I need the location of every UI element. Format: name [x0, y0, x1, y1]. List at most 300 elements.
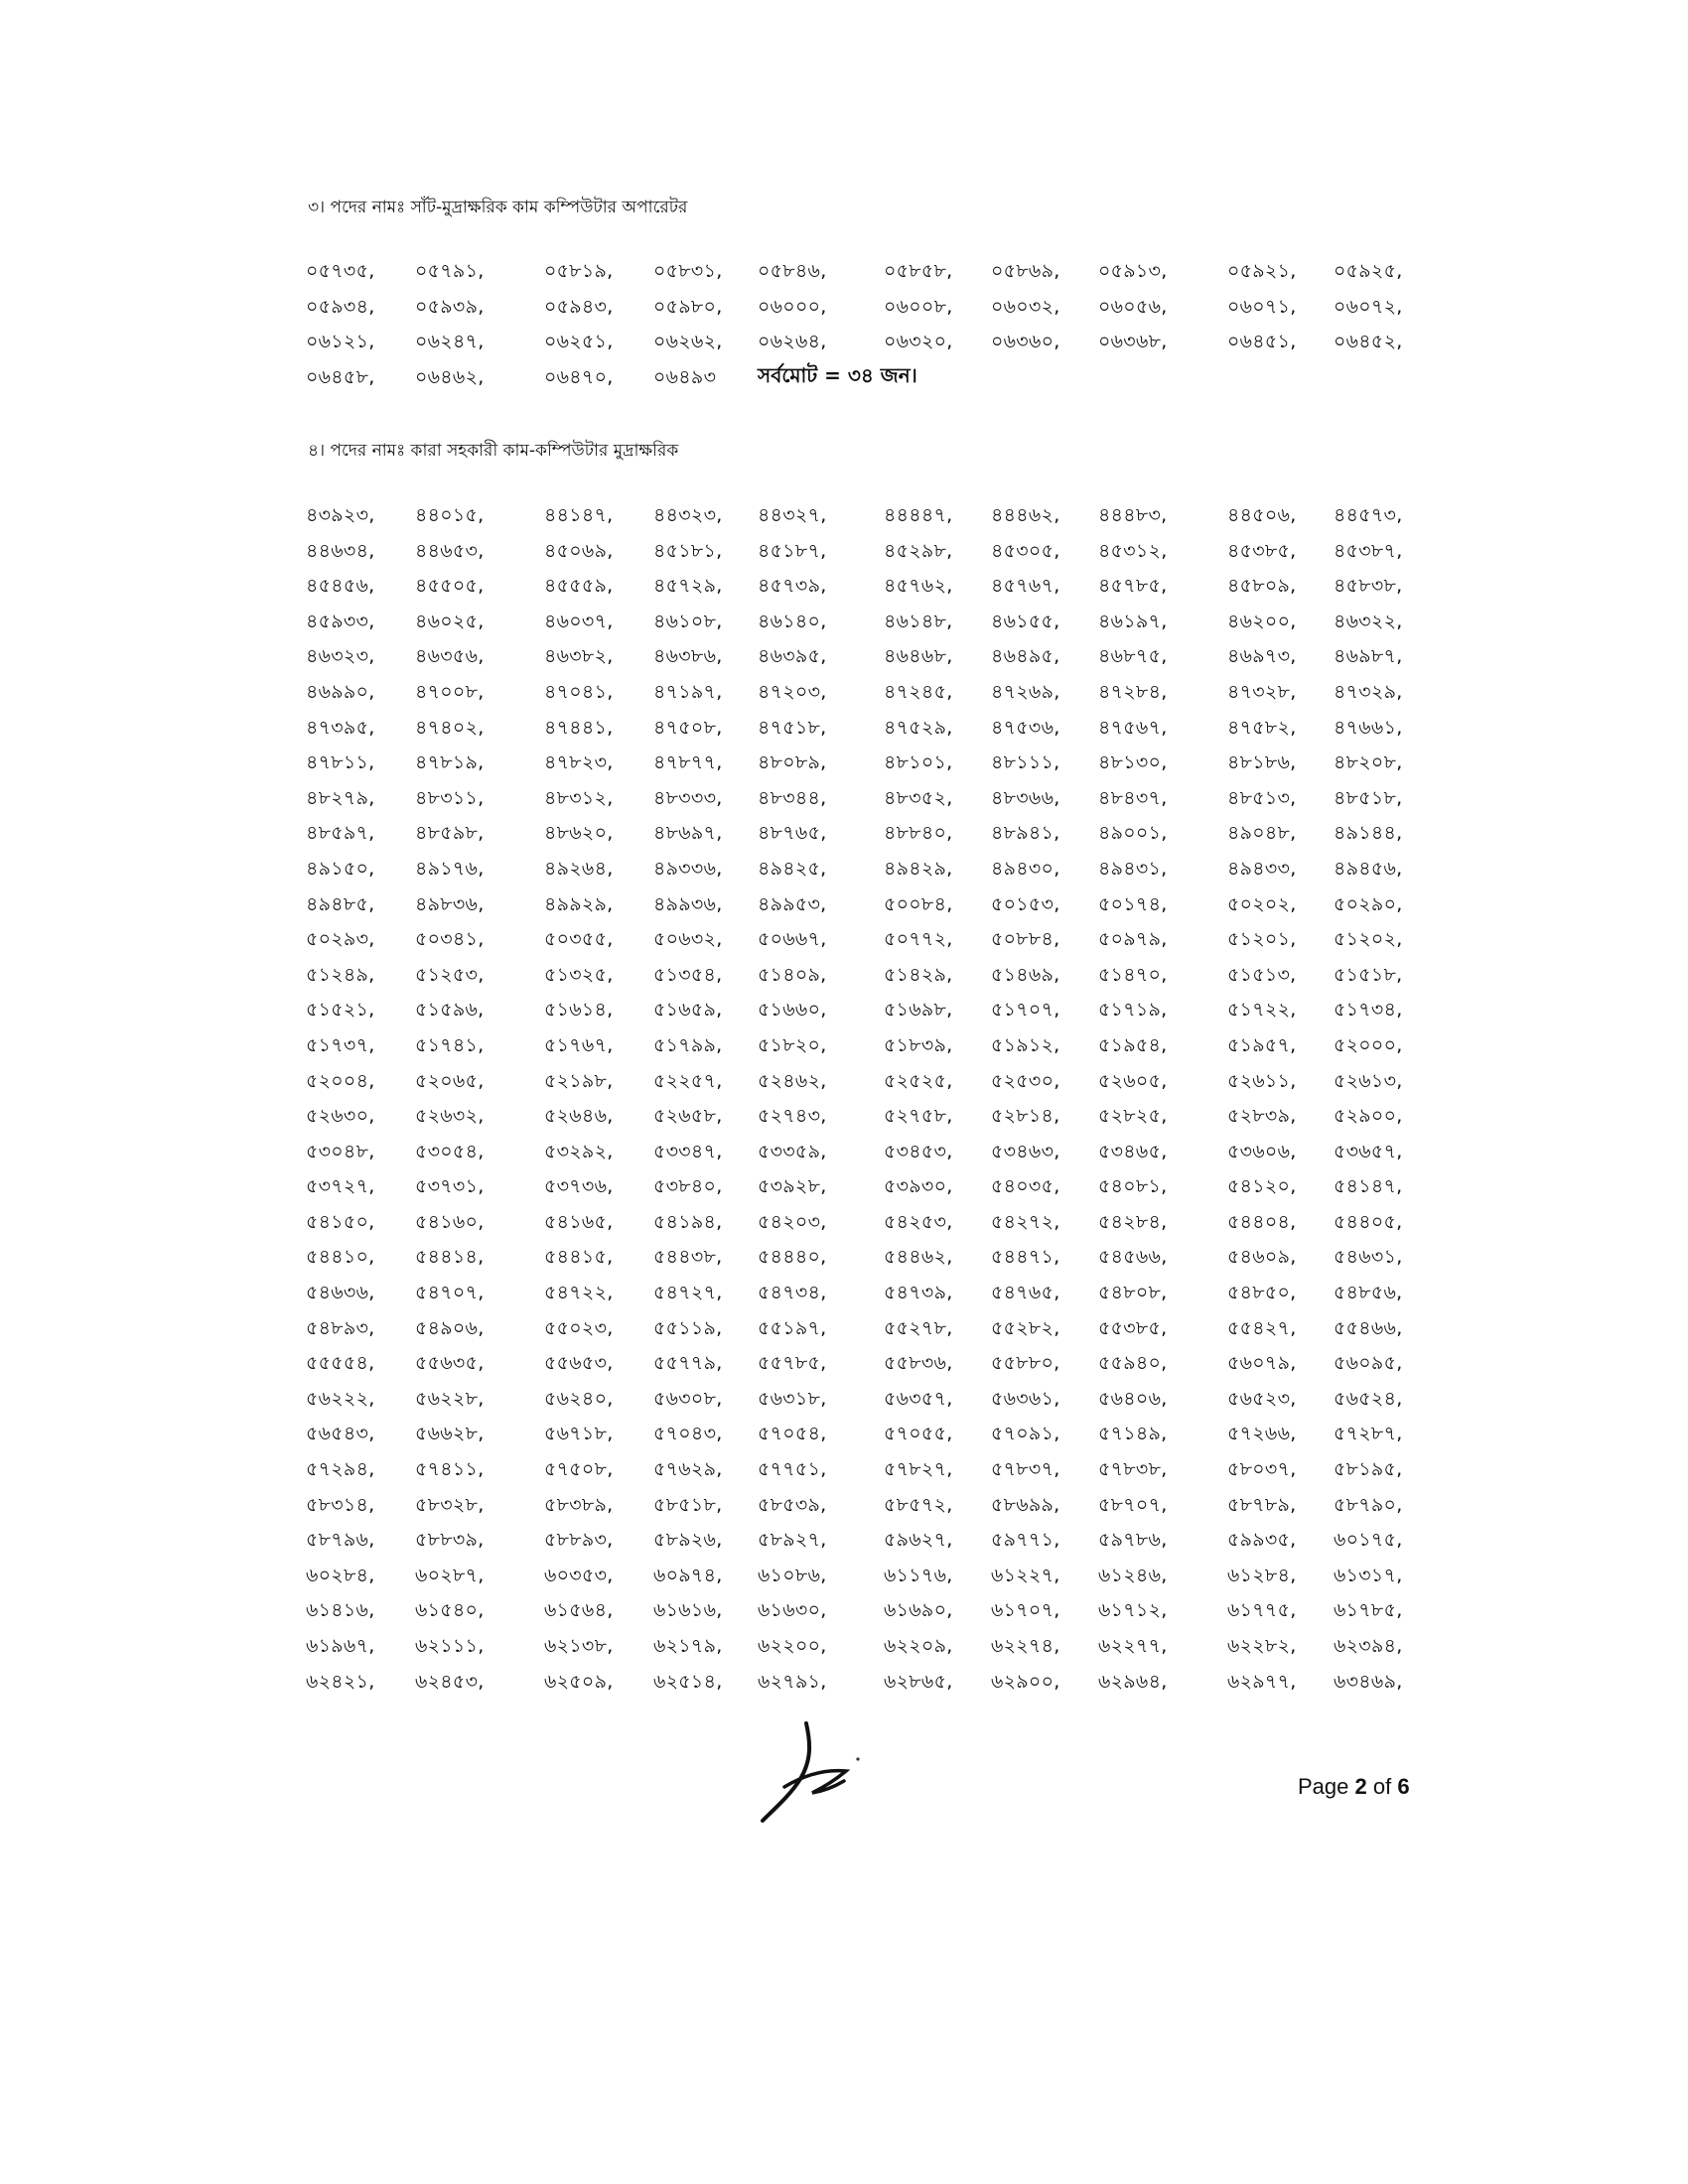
roll-number: ০৫৭৯১,	[415, 260, 485, 282]
roll-number: ৫১৭৪১,	[415, 1033, 485, 1056]
roll-number: ৪৫০৬৯,	[544, 539, 614, 562]
roll-number: ৪৪৩২৩,	[653, 504, 723, 526]
roll-number: ৫৮৮৯৩,	[544, 1529, 614, 1552]
roll-number: ৪৬৯৯০,	[306, 680, 375, 703]
roll-number: ৫৩৬০৬,	[1227, 1140, 1297, 1162]
roll-row	[306, 1243, 1438, 1279]
roll-number: ৪৪৩২৭,	[758, 504, 827, 526]
roll-number: ৪৮৩১২,	[544, 786, 614, 809]
roll-number: ৫৪৭৬৫,	[991, 1282, 1060, 1304]
roll-row	[306, 1314, 1438, 1350]
roll-number: ৪৯১৭৬,	[415, 857, 485, 880]
roll-number: ৫০৬৩২,	[653, 928, 723, 951]
roll-number: ৫১২০২,	[1334, 928, 1403, 951]
roll-row	[306, 1562, 1438, 1597]
roll-number: ৪৭৫০৮,	[653, 716, 723, 739]
roll-number: ০৬০৩২,	[991, 295, 1060, 318]
roll-row	[306, 293, 1438, 329]
roll-number: ৪৮৬২০,	[544, 822, 614, 845]
roll-number: ৪৯৪৮৫,	[306, 892, 375, 915]
roll-number: ৫৪৬৩১,	[1334, 1246, 1403, 1269]
roll-row	[306, 1208, 1438, 1244]
roll-row	[306, 1279, 1438, 1314]
roll-number: ৫৪৮৫০,	[1227, 1282, 1297, 1304]
roll-number: ৪৯৯৩৬,	[653, 892, 723, 915]
roll-number: ০৫৯৩৪,	[306, 295, 375, 318]
roll-number: ০৬৩২০,	[884, 331, 953, 353]
roll-number: ৫৬২৪০,	[544, 1387, 614, 1410]
roll-number: ৪৫৩০৫,	[991, 539, 1060, 562]
roll-number: ৫৬৩৫৭,	[884, 1387, 953, 1410]
roll-row	[306, 1172, 1438, 1208]
roll-row	[306, 855, 1438, 890]
roll-number: ৬২১১১,	[415, 1635, 485, 1657]
roll-row	[306, 961, 1438, 997]
roll-number: ৫৪২০৩,	[758, 1210, 827, 1233]
roll-number: ৪৮০৮৯,	[758, 751, 827, 774]
roll-number: ৬২৫০৯,	[544, 1670, 614, 1693]
roll-number: ৪৬৩৫৬,	[415, 645, 485, 668]
roll-number: ৫৫০২৩,	[544, 1316, 614, 1339]
roll-number: ৬০২৮৪,	[306, 1564, 375, 1586]
roll-number: ৫২৭৫৮,	[884, 1105, 953, 1128]
roll-number: ৫২৫৩০,	[991, 1069, 1060, 1092]
roll-number: ০৫৯৩৯,	[415, 295, 485, 318]
roll-number: ৫২৮৩৯,	[1227, 1105, 1297, 1128]
roll-number: ৫৪১৬০,	[415, 1210, 485, 1233]
roll-number: ৪৭০৪১,	[544, 680, 614, 703]
roll-number: ০৬০৫৬,	[1098, 295, 1168, 318]
roll-number: ৫৪৮০৮,	[1098, 1282, 1168, 1304]
roll-number: ৪৫৩৮৭,	[1334, 539, 1403, 562]
roll-number: ৬১২৪৬,	[1098, 1564, 1168, 1586]
roll-number: ৫৪৭৩৯,	[884, 1282, 953, 1304]
roll-number: ০৬২৬৪,	[758, 331, 827, 353]
roll-number: ৪৭৬৬১,	[1334, 716, 1403, 739]
roll-number: ৫১৫১৩,	[1227, 963, 1297, 986]
section-4-roll-list	[306, 501, 1438, 1703]
roll-row	[306, 1455, 1438, 1491]
roll-number: ৪৮২৭৯,	[306, 786, 375, 809]
roll-number: ৬২২০০,	[758, 1635, 827, 1657]
roll-number: ৫৪৪১০,	[306, 1246, 375, 1269]
roll-number: ৫১৬৫৯,	[653, 999, 723, 1022]
roll-number: ৫৭০৫৪,	[758, 1423, 827, 1445]
roll-number: ৪৬১৪৮,	[884, 610, 953, 632]
roll-number: ৫৪০৩৫,	[991, 1175, 1060, 1198]
roll-number: ৫২২৫৭,	[653, 1069, 723, 1092]
roll-row	[306, 363, 1438, 399]
roll-number: ৫৪৮৫৬,	[1334, 1282, 1403, 1304]
roll-number: ৪৮২০৮,	[1334, 751, 1403, 774]
roll-number: ৪৮১৮৬,	[1227, 751, 1297, 774]
roll-number: ৪৬১৯৭,	[1098, 610, 1168, 632]
roll-number: ৫১৭৩৭,	[306, 1033, 375, 1056]
roll-number: ৪৭৮১৯,	[415, 751, 485, 774]
roll-row	[306, 257, 1438, 293]
roll-number: ৫৭০৪৩,	[653, 1423, 723, 1445]
roll-row	[306, 749, 1438, 784]
roll-number: ৫১৪২৯,	[884, 963, 953, 986]
roll-number: ৫৩৬৫৭,	[1334, 1140, 1403, 1162]
roll-number: ৫০৭৭২,	[884, 928, 953, 951]
roll-row	[306, 819, 1438, 855]
roll-number: ৬১৪১৬,	[306, 1599, 375, 1622]
roll-number: ৫৩৩৪৭,	[653, 1140, 723, 1162]
roll-number: ৫২৪৬২,	[758, 1069, 827, 1092]
roll-number: ০৫৮৬৯,	[991, 260, 1060, 282]
roll-number: ৫১৪৬৯,	[991, 963, 1060, 986]
roll-number: ৫৪৪৬২,	[884, 1246, 953, 1269]
roll-row	[306, 890, 1438, 926]
roll-row	[306, 1385, 1438, 1421]
roll-row	[306, 1526, 1438, 1562]
roll-number: ৫৫১১৯,	[653, 1316, 723, 1339]
roll-number: ০৬২৬২,	[653, 331, 723, 353]
roll-number: ৬১২৮৪,	[1227, 1564, 1297, 1586]
roll-number: ৫২৬৩০,	[306, 1105, 375, 1128]
roll-row	[306, 1031, 1438, 1067]
roll-number: ৫৬৫৪৩,	[306, 1423, 375, 1445]
roll-number: ৫৭৮২৭,	[884, 1458, 953, 1481]
roll-number: ৫৭১৪৯,	[1098, 1423, 1168, 1445]
roll-number: ৪৭৮৭৭,	[653, 751, 723, 774]
roll-number: ০৫৮৩১,	[653, 260, 723, 282]
roll-number: ৪৯৮৩৬,	[415, 892, 485, 915]
roll-number: ৪৬৯৭৩,	[1227, 645, 1297, 668]
roll-number: ৪৫১৮৭,	[758, 539, 827, 562]
roll-number: ৫৭৮৩৭,	[991, 1458, 1060, 1481]
roll-number: ০৬০৭১,	[1227, 295, 1297, 318]
roll-number: ৫১৭১৯,	[1098, 999, 1168, 1022]
roll-number: ৬০১৭৫,	[1334, 1529, 1403, 1552]
roll-number: ৫৫৪২৭,	[1227, 1316, 1297, 1339]
roll-number: ৫৭০৫৫,	[884, 1423, 953, 1445]
roll-number: ৫৪৪৩৮,	[653, 1246, 723, 1269]
roll-number: ৫৮১৯৫,	[1334, 1458, 1403, 1481]
roll-number: ৫৭২৮৭,	[1334, 1423, 1403, 1445]
roll-number: ৫৩২৯২,	[544, 1140, 614, 1162]
roll-number: ৫২৬৩২,	[415, 1105, 485, 1128]
roll-number: ৫৪১২০,	[1227, 1175, 1297, 1198]
roll-number: ৪৮৩৫২,	[884, 786, 953, 809]
roll-number: ৫৪৭২২,	[544, 1282, 614, 1304]
roll-number: ৬০৩৫৩,	[544, 1564, 614, 1586]
roll-number: ৫৮৫৩৯,	[758, 1493, 827, 1516]
roll-number: ৪৭২০৩,	[758, 680, 827, 703]
roll-row	[306, 572, 1438, 608]
roll-number: ০৬৪৯৩	[653, 365, 717, 388]
roll-number: ৪৭৪৪১,	[544, 716, 614, 739]
roll-number: ৫১৮৩৯,	[884, 1033, 953, 1056]
roll-number: ৪৬৩২২,	[1334, 610, 1403, 632]
roll-number: ৪৪৪৮৩,	[1098, 504, 1168, 526]
roll-number: ৬১৬১৬,	[653, 1599, 723, 1622]
roll-number: ৬১৭৭৫,	[1227, 1599, 1297, 1622]
roll-number: ৫২০৬৫,	[415, 1069, 485, 1092]
roll-number: ৫৬৩০৮,	[653, 1387, 723, 1410]
roll-number: ৬৩৪৬৯,	[1334, 1670, 1403, 1693]
roll-number: ৪৯০০১,	[1098, 822, 1168, 845]
roll-number: ৪৫৭৬৭,	[991, 575, 1060, 598]
roll-number: ৪৬৩৮৬,	[653, 645, 723, 668]
roll-number: ৫৩৪৬৩,	[991, 1140, 1060, 1162]
roll-number: ৫৩৭৩৬,	[544, 1175, 614, 1198]
roll-number: ০৫৯৪৩,	[544, 295, 614, 318]
roll-number: ৬২৯৬৪,	[1098, 1670, 1168, 1693]
roll-number: ৫৪৪১৪,	[415, 1246, 485, 1269]
roll-number: ৪৫২৯৮,	[884, 539, 953, 562]
roll-number: ৫১৪৭০,	[1098, 963, 1168, 986]
roll-number: ৫৬৭১৮,	[544, 1423, 614, 1445]
roll-number: ৫৬৬২৮,	[415, 1423, 485, 1445]
roll-number: ৫১৯৫৭,	[1227, 1033, 1297, 1056]
roll-number: ৫১৭০৭,	[991, 999, 1060, 1022]
roll-row	[306, 1668, 1438, 1704]
roll-number: ৫৮৩৮৯,	[544, 1493, 614, 1516]
roll-row	[306, 1349, 1438, 1385]
roll-number: ৪৫৩১২,	[1098, 539, 1168, 562]
roll-number: ৫০৩৪১,	[415, 928, 485, 951]
roll-number: ৪৯৩৩৬,	[653, 857, 723, 880]
roll-number: ৪৫৮০৯,	[1227, 575, 1297, 598]
roll-number: ৫৪৭২৭,	[653, 1282, 723, 1304]
roll-number: ৫২০০০,	[1334, 1033, 1403, 1056]
roll-number: ৫৩৩৫৯,	[758, 1140, 827, 1162]
roll-number: ৫৭০৯১,	[991, 1423, 1060, 1445]
roll-number: ৪৬৩২৩,	[306, 645, 375, 668]
roll-number: ৬১৬৯০,	[884, 1599, 953, 1622]
roll-row	[306, 1596, 1438, 1632]
roll-number: ৫৩০৪৮,	[306, 1140, 375, 1162]
roll-number: ৫৭২৬৬,	[1227, 1423, 1297, 1445]
roll-number: ০৫৯৮০,	[653, 295, 723, 318]
roll-number: ৫৪৪৭১,	[991, 1246, 1060, 1269]
roll-number: ৪৮৫৯৮,	[415, 822, 485, 845]
roll-number: ৫৩০৫৪,	[415, 1140, 485, 1162]
roll-number: ৫৩৭২৭,	[306, 1175, 375, 1198]
roll-number: ৫৫২৮২,	[991, 1316, 1060, 1339]
roll-number: ৪৯১৪৪,	[1334, 822, 1403, 845]
roll-number: ৪৪৪৬২,	[991, 504, 1060, 526]
roll-number: ৫৪৪৪০,	[758, 1246, 827, 1269]
roll-number: ৫৩৪৬৫,	[1098, 1140, 1168, 1162]
roll-number: ৫২৬৫৮,	[653, 1105, 723, 1128]
section-4-heading: ৪। পদের নামঃ কারা সহকারী কাম-কম্পিউটার মুদ্রাক্ষরিক	[308, 441, 679, 461]
roll-number: ৫০২৯৩,	[306, 928, 375, 951]
roll-number: ৪৮৩৪৪,	[758, 786, 827, 809]
roll-number: ০৬৪৫১,	[1227, 331, 1297, 353]
roll-number: ৪৯৪৩০,	[991, 857, 1060, 880]
roll-number: ৫০০৮৪,	[884, 892, 953, 915]
roll-number: ৫২১৯৮,	[544, 1069, 614, 1092]
roll-number: ৪৮৫১৮,	[1334, 786, 1403, 809]
roll-row	[306, 1491, 1438, 1527]
roll-row	[306, 784, 1438, 820]
roll-number: ৬১২২৭,	[991, 1564, 1060, 1586]
roll-number: ৪৮৭৬৫,	[758, 822, 827, 845]
roll-row	[306, 996, 1438, 1031]
roll-row	[306, 1067, 1438, 1103]
roll-number: ৪৬৪৯৫,	[991, 645, 1060, 668]
roll-number: ৪৩৯২৩,	[306, 504, 375, 526]
roll-number: ৪৮৬৯৭,	[653, 822, 723, 845]
roll-number: ৫৮৮৩৯,	[415, 1529, 485, 1552]
roll-number: ৪৮৪৩৭,	[1098, 786, 1168, 809]
roll-number: ৪৬৯৮৭,	[1334, 645, 1403, 668]
roll-number: ৫৭৫০৮,	[544, 1458, 614, 1481]
roll-number: ৫১২৫৩,	[415, 963, 485, 986]
roll-number: ৬২৭৯১,	[758, 1670, 827, 1693]
roll-number: ৫৪৪০৫,	[1334, 1210, 1403, 1233]
roll-number: ৪৬১৪০,	[758, 610, 827, 632]
roll-number: ৪৭৪০২,	[415, 716, 485, 739]
roll-number: ৪৬১৫৫,	[991, 610, 1060, 632]
roll-number: ০৫৯২৫,	[1334, 260, 1403, 282]
roll-number: ০৬৪৫২,	[1334, 331, 1403, 353]
roll-number: ৪৭৫৮২,	[1227, 716, 1297, 739]
roll-number: ৫১২০১,	[1227, 928, 1297, 951]
roll-number: ৪৫৭৩৯,	[758, 575, 827, 598]
roll-number: ৪৭২৮৪,	[1098, 680, 1168, 703]
roll-number: ৪৮১৩০,	[1098, 751, 1168, 774]
roll-number: ৫০৮৮৪,	[991, 928, 1060, 951]
roll-number: ৫১৪০৯,	[758, 963, 827, 986]
roll-number: ৫৪৪০৪,	[1227, 1210, 1297, 1233]
roll-number: ৪৪৬৫৩,	[415, 539, 485, 562]
roll-number: ৪৭০০৮,	[415, 680, 485, 703]
roll-number: ৫৮৭৮৯,	[1227, 1493, 1297, 1516]
roll-number: ৫৩৯২৮,	[758, 1175, 827, 1198]
roll-number: ৫১৮২০,	[758, 1033, 827, 1056]
roll-row	[306, 1632, 1438, 1668]
roll-number: ৫৫২৭৮,	[884, 1316, 953, 1339]
roll-number: ৫২৭৪৩,	[758, 1105, 827, 1128]
roll-number: ৪৮১১১,	[991, 751, 1060, 774]
roll-number: ৪৮৮৪০,	[884, 822, 953, 845]
roll-number: ৪৮৫৯৭,	[306, 822, 375, 845]
roll-number: ৬১০৮৬,	[758, 1564, 827, 1586]
roll-number: ৫৫৬৩৫,	[415, 1352, 485, 1375]
roll-number: ৫৫৭৮৫,	[758, 1352, 827, 1375]
roll-number: ৫০৬৬৭,	[758, 928, 827, 951]
roll-number: ৪৫৭২৯,	[653, 575, 723, 598]
roll-number: ৫১৬৬০,	[758, 999, 827, 1022]
roll-number: ৪৫৯৩৩,	[306, 610, 375, 632]
roll-number: ৪৭৮১১,	[306, 751, 375, 774]
roll-number: ০৫৭৩৫,	[306, 260, 375, 282]
roll-number: ৪৮৩৬৬,	[991, 786, 1060, 809]
roll-number: ৪৪৫০৬,	[1227, 504, 1297, 526]
roll-number: ০৬৩৬৮,	[1098, 331, 1168, 353]
roll-number: ৪৭২৬৯,	[991, 680, 1060, 703]
roll-number: ৬২২৮২,	[1227, 1635, 1297, 1657]
roll-number: ৫৪৬৩৬,	[306, 1282, 375, 1304]
roll-number: ৫০৩৫৫,	[544, 928, 614, 951]
section-3-roll-list	[306, 257, 1438, 398]
roll-number: ৫৮৫৭২,	[884, 1493, 953, 1516]
roll-number: ৫২৯০০,	[1334, 1105, 1403, 1128]
roll-number: ৫১৬১৪,	[544, 999, 614, 1022]
roll-number: ৫১৫১৮,	[1334, 963, 1403, 986]
roll-row	[306, 1138, 1438, 1173]
roll-number: ৪৯৯২৯,	[544, 892, 614, 915]
roll-number: ৬২৪২১,	[306, 1670, 375, 1693]
roll-number: ৫১৭৯৯,	[653, 1033, 723, 1056]
roll-number: ৫৮৭৯৬,	[306, 1529, 375, 1552]
roll-row	[306, 537, 1438, 573]
roll-number: ৫৪১৯৪,	[653, 1210, 723, 1233]
roll-number: ৪৮৫১৩,	[1227, 786, 1297, 809]
roll-number: ৪৯৪৫৬,	[1334, 857, 1403, 880]
roll-number: ৫৪৮৯৩,	[306, 1316, 375, 1339]
roll-number: ৫১৬৯৮,	[884, 999, 953, 1022]
roll-number: ৫৬৫২৩,	[1227, 1387, 1297, 1410]
roll-row	[306, 501, 1438, 537]
roll-number: ৫০৯৭৯,	[1098, 928, 1168, 951]
roll-number: ৬১৭১২,	[1098, 1599, 1168, 1622]
roll-number: ৫৮৯২৭,	[758, 1529, 827, 1552]
roll-number: ৫৮৩২৮,	[415, 1493, 485, 1516]
roll-number: ৫০২০২,	[1227, 892, 1297, 915]
roll-number: ৫৫৮৮০,	[991, 1352, 1060, 1375]
roll-number: ৬২১৭৯,	[653, 1635, 723, 1657]
roll-number: ৬০২৮৭,	[415, 1564, 485, 1586]
roll-number: ৬২২০৯,	[884, 1635, 953, 1657]
roll-number: ৫৬৩৬১,	[991, 1387, 1060, 1410]
roll-number: ৫৪৬০৯,	[1227, 1246, 1297, 1269]
roll-number: ৫৬৪০৬,	[1098, 1387, 1168, 1410]
roll-row	[306, 608, 1438, 643]
roll-number: ৬২৫১৪,	[653, 1670, 723, 1693]
roll-number: ৫১৩২৫,	[544, 963, 614, 986]
roll-number: ৫৪০৮১,	[1098, 1175, 1168, 1198]
roll-number: ৫৩৯৩০,	[884, 1175, 953, 1198]
roll-number: ০৫৮৪৬,	[758, 260, 827, 282]
roll-number: ৫৪৯০৬,	[415, 1316, 485, 1339]
section-3-heading: ৩। পদের নামঃ সাঁট-মুদ্রাক্ষরিক কাম কম্পিউটার অপারেটর	[308, 198, 688, 217]
roll-number: ৫৫৫৫৪,	[306, 1352, 375, 1375]
roll-number: ৬১৭৮৫,	[1334, 1599, 1403, 1622]
roll-row	[306, 328, 1438, 363]
roll-number: ৫৩৪৫৩,	[884, 1140, 953, 1162]
roll-number: ৫৬২২৮,	[415, 1387, 485, 1410]
roll-row	[306, 925, 1438, 961]
roll-number: ৫১৫৯৬,	[415, 999, 485, 1022]
roll-number: ৫৫৭৭৯,	[653, 1352, 723, 1375]
roll-number: ৫৮০৩৭,	[1227, 1458, 1297, 1481]
roll-number: ৫৭৭৫১,	[758, 1458, 827, 1481]
roll-number: ৪৬৪৬৮,	[884, 645, 953, 668]
roll-number: ৪৫৭৬২,	[884, 575, 953, 598]
roll-number: ০৫৮৫৮,	[884, 260, 953, 282]
roll-number: ০৬০৭২,	[1334, 295, 1403, 318]
roll-number: ৫৫৪৬৬,	[1334, 1316, 1403, 1339]
roll-number: ৫৮৩১৪,	[306, 1493, 375, 1516]
roll-number: ৫৪১৪৭,	[1334, 1175, 1403, 1198]
roll-number: ৪৭৫৬৭,	[1098, 716, 1168, 739]
roll-number: ৪৯৪৩১,	[1098, 857, 1168, 880]
roll-number: ৫৫৩৮৫,	[1098, 1316, 1168, 1339]
roll-number: ৬০৯৭৪,	[653, 1564, 723, 1586]
roll-number: ৫৭২৯৪,	[306, 1458, 375, 1481]
roll-number: ৬২২৭৭,	[1098, 1635, 1168, 1657]
roll-number: ৪৫৫৫৯,	[544, 575, 614, 598]
roll-number: ৫৪৪১৫,	[544, 1246, 614, 1269]
roll-number: ৫২৬৪৬,	[544, 1105, 614, 1128]
roll-number: ৪৫৮৩৮,	[1334, 575, 1403, 598]
roll-number: ৪৭৮২৩,	[544, 751, 614, 774]
